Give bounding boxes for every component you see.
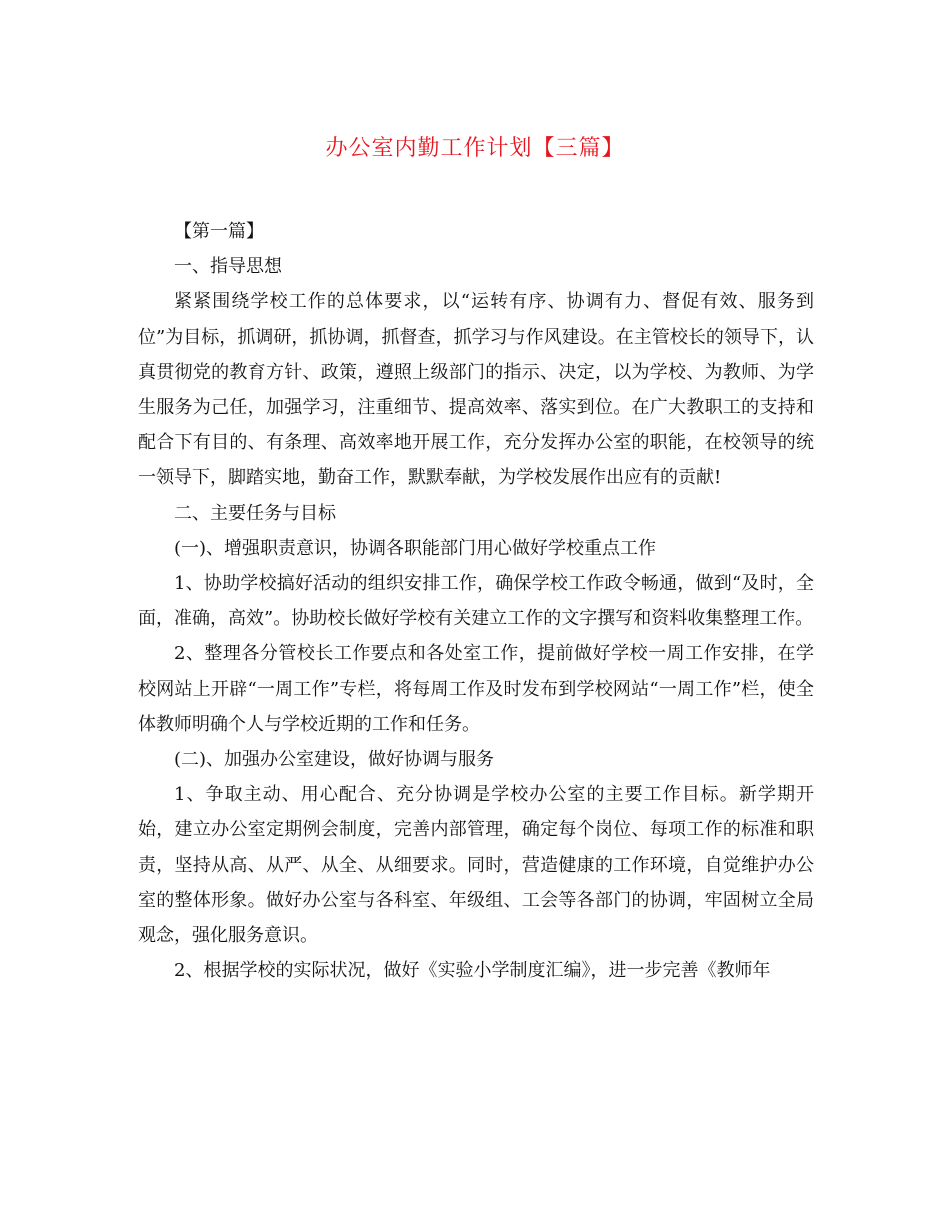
section-heading: 【第一篇】 [174,221,264,242]
document-body [138,214,814,988]
subheading: (二)、加强办公室建设，做好协调与服务 [174,749,495,771]
paragraph: 2、整理各分管校长工作要点和各处室工作，提前做好学校一周工作安排，在学校网站上开辟“一周工作”专栏，将每周工作及时发布到学校网站“一周工作”栏，使全体教师明确个人与学校近期的工作和任务。 [138,643,814,735]
document-title: 办公室内勤工作计划【三篇】 [325,136,625,161]
subheading: 一、指导思想 [174,256,282,278]
paragraph: 2、根据学校的实际状况，做好《实验小学制度汇编》，进一步完善《教师年 [174,960,771,982]
paragraph: 1、争取主动、用心配合、充分协调是学校办公室的主要工作目标。新学期开始，建立办公室定期例会制度，完善内部管理，确定每个岗位、每项工作的标准和职责，坚持从高、从严、从全、从细要求。同时，营造健康的工作环境，自觉维护办公室的整体形象。做好办公室与各科室、年级组、工会等各部门的协调，牢固树立全局观念，强化服务意识。 [138,784,814,947]
subheading: 二、主要任务与目标 [174,502,336,524]
paragraph: 1、协助学校搞好活动的组织安排工作，确保学校工作政令畅通，做到“及时，全面，准确，高效”。协助校长做好学校有关建立工作的文字撰写和资料收集整理工作。 [138,573,814,630]
paragraph: 紧紧围绕学校工作的总体要求，以“运转有序、协调有力、督促有效、服务到位”为目标，抓调研，抓协调，抓督查，抓学习与作风建设。在主管校长的领导下，认真贯彻党的教育方针、政策，遵照上级部门的指示、决定，以为学校、为教师、为学生服务为己任，加强学习，注重细节、提高效率、落实到位。在广大教职工的支持和配合下有目的、有条理、高效率地开展工作，充分发挥办公室的职能，在校领导的统一领导下，脚踏实地，勤奋工作，默默奉献，为学校发展作出应有的贡献! [138,291,814,489]
subheading: (一)、增强职责意识，协调各职能部门用心做好学校重点工作 [174,537,657,559]
